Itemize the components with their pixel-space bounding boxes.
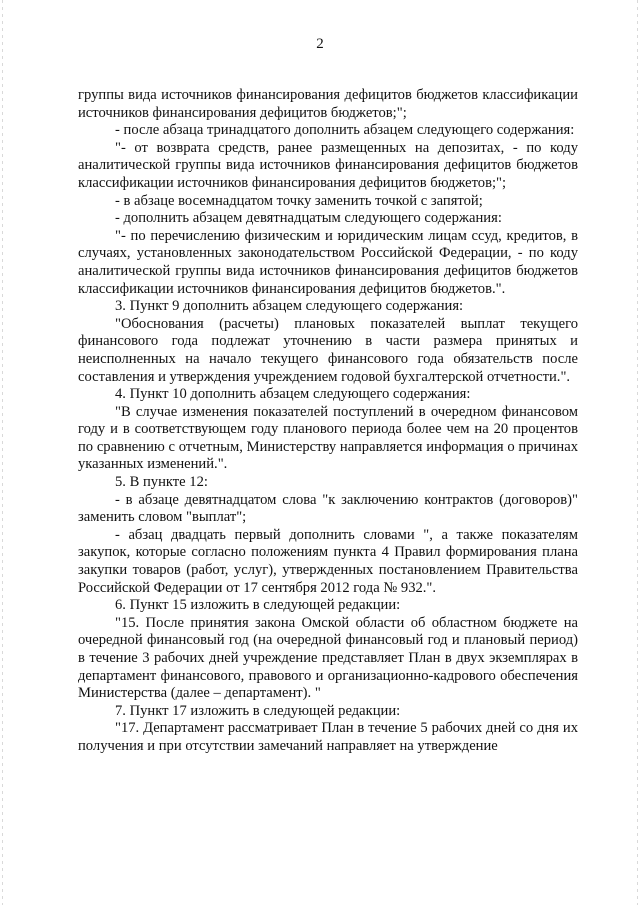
paragraph: "В случае изменения показателей поступлений в очередном финансовом году и в соответствующем году планового периода более чем на 20 процентов по сравнению с отчетным, Министерству направляется информация о причинах указанных изменений.". xyxy=(78,403,578,473)
page-number: 2 xyxy=(316,36,324,52)
paragraph: 3. Пункт 9 дополнить абзацем следующего содержания: xyxy=(115,298,464,315)
paragraph: - абзац двадцать первый дополнить словами ", а также показателям закупок, которые согласно положениям пункта 4 Правил формирования плана закупки товаров (работ, услуг), утвержденных постановлением Правительства Российской Федерации от 17 сентября 2012 года № 932.". xyxy=(78,526,578,596)
paragraph: "- от возврата средств, ранее размещенных на депозитах, - по коду аналитической группы вида источников финансирования дефицитов бюджетов классификации источников финансирования дефицитов бюджетов;"; xyxy=(78,139,578,191)
paragraph: - дополнить абзацем девятнадцатым следующего содержания: xyxy=(115,210,502,227)
paragraph: группы вида источников финансирования дефицитов бюджетов классификации источников финансирования дефицитов бюджетов;"; xyxy=(78,87,578,121)
paragraph: "- по перечислению физическим и юридическим лицам ссуд, кредитов, в случаях, установленных законодательством Российской Федерации, - по коду аналитической группы вида источников финансирования дефицитов бюджетов классификации источников финансирования дефицитов бюджетов.". xyxy=(78,227,578,297)
paragraph: - после абзаца тринадцатого дополнить абзацем следующего содержания: xyxy=(115,122,575,139)
paragraph: 6. Пункт 15 изложить в следующей редакции: xyxy=(115,597,401,614)
document-body xyxy=(78,87,578,756)
paragraph: "17. Департамент рассматривает План в течение 5 рабочих дней со дня их получения и при отсутствии замечаний направляет на утверждение xyxy=(78,720,578,754)
paragraph: - в абзаце девятнадцатом слова "к заключению контрактов (договоров)" заменить словом "выплат"; xyxy=(78,491,578,526)
scan-edge-left xyxy=(2,0,3,905)
paragraph: - в абзаце восемнадцатом точку заменить точкой с запятой; xyxy=(115,192,483,209)
paragraph: "Обоснования (расчеты) плановых показателей выплат текущего финансового года подлежат уточнению в части размера принятых и неисполненных на начало текущего финансового года обязательств после составления и утверждения учреждением годовой бухгалтерской отчетности.". xyxy=(78,315,578,385)
scan-edge-right xyxy=(637,0,638,905)
paragraph: "15. После принятия закона Омской области об областном бюджете на очередной финансовый год (на очередной финансовый год и плановый период) в течение 3 рабочих дней учреждение представляет План в двух экземплярах в департамент финансового, правового и организационно-кадрового обеспечения Министерства (далее – департамент). " xyxy=(78,614,578,702)
paragraph: 4. Пункт 10 дополнить абзацем следующего содержания: xyxy=(115,386,471,403)
paragraph: 7. Пункт 17 изложить в следующей редакции: xyxy=(115,702,401,719)
paragraph: 5. В пункте 12: xyxy=(115,474,208,491)
